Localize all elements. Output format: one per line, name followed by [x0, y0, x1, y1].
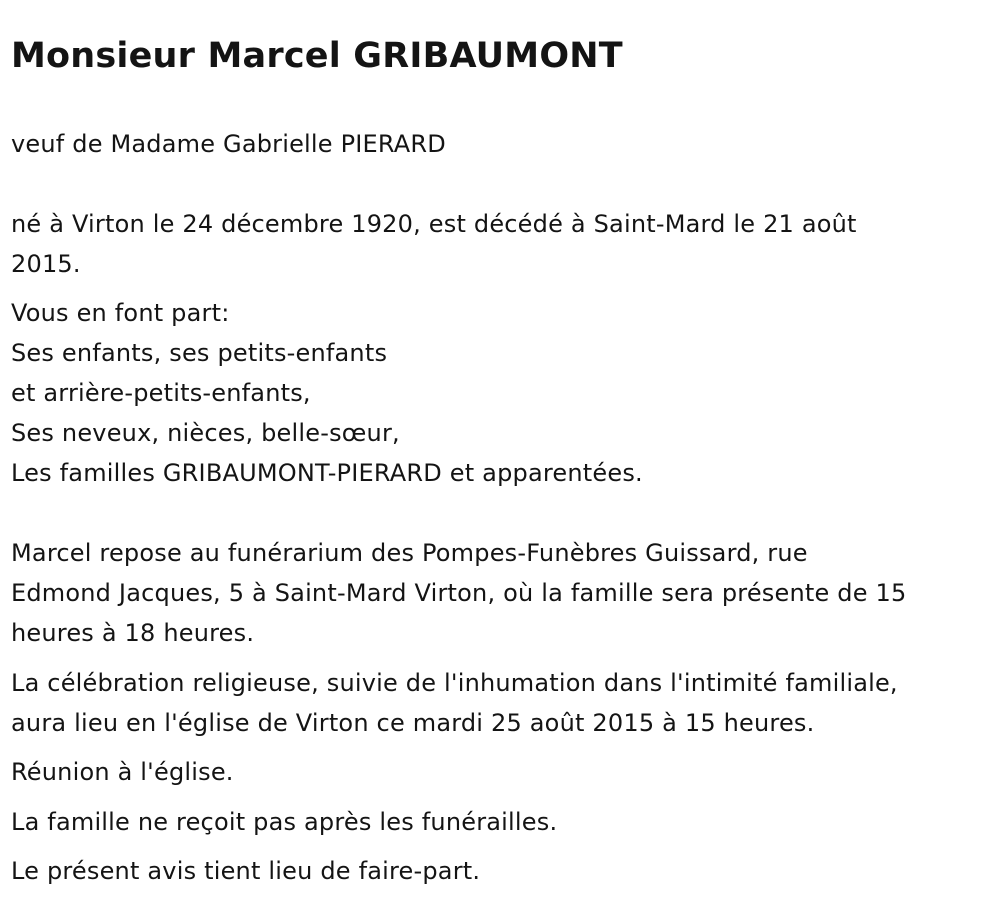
birth-death-line-1: né à Virton le 24 décembre 1920, est décédé à Saint-Mard le 21 août	[11, 210, 857, 238]
announcement-line-2: Ses enfants, ses petits-enfants	[11, 339, 388, 367]
celebration-line-2: aura lieu en l'église de Virton ce mardi 25 août 2015 à 15 heures.	[11, 709, 815, 737]
meeting-line: Réunion à l'église.	[11, 758, 234, 786]
repose-line-1: Marcel repose au funérarium des Pompes-Funèbres Guissard, rue	[11, 539, 808, 567]
birth-death-line-2: 2015.	[11, 250, 81, 278]
closing-line: Le présent avis tient lieu de faire-part.	[11, 857, 481, 885]
announcement-line-4: Ses neveux, nièces, belle-sœur,	[11, 419, 400, 447]
celebration-line-1: La célébration religieuse, suivie de l'inhumation dans l'intimité familiale,	[11, 669, 898, 697]
repose-line-2: Edmond Jacques, 5 à Saint-Mard Virton, où la famille sera présente de 15	[11, 579, 907, 607]
announcement-line-5: Les familles GRIBAUMONT-PIERARD et apparentées.	[11, 459, 643, 487]
repose-line-3: heures à 18 heures.	[11, 619, 255, 647]
notice-title: Monsieur Marcel GRIBAUMONT	[11, 36, 623, 76]
widow-line: veuf de Madame Gabrielle PIERARD	[11, 130, 446, 158]
announcement-line-1: Vous en font part:	[11, 299, 230, 327]
announcement-line-3: et arrière-petits-enfants,	[11, 379, 311, 407]
no-reception-line: La famille ne reçoit pas après les funérailles.	[11, 808, 558, 836]
